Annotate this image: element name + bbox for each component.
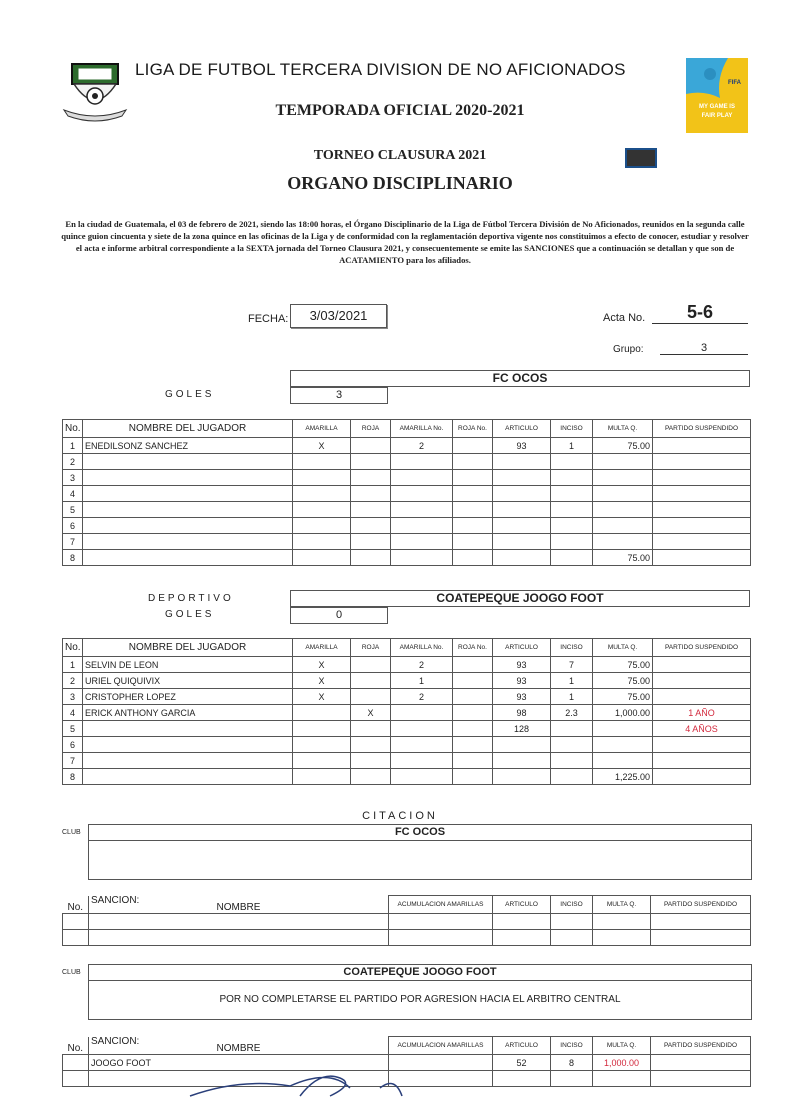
cell-roja [351,502,391,518]
sancion-col-nombre: NOMBRE [89,1037,389,1055]
cell-articulo: 93 [493,438,551,454]
cell-partido [653,753,751,769]
cell-partido: 1 AÑO [653,705,751,721]
sancion-col-acumulacion: ACUMULACION AMARILLAS [389,896,493,914]
cell-amarilla [293,534,351,550]
team2-goles-label: GOLES [165,609,215,620]
cell-roja [351,550,391,566]
col-multa: MULTA Q. [593,639,653,657]
organ-title: ORGANO DISCIPLINARIO [287,173,513,193]
table-row [63,769,751,785]
table-row [63,454,751,470]
cell-roja-no [453,438,493,454]
cell-inciso: 7 [551,657,593,673]
cell-articulo: 93 [493,673,551,689]
cell-roja-no [453,769,493,785]
cell-roja [351,721,391,737]
club1-sancion-header-row [63,896,751,914]
cell-amarilla-no [391,769,453,785]
table-row [63,914,751,930]
cell-partido: 4 AÑOS [653,721,751,737]
cell-inciso [551,502,593,518]
table-row [63,502,751,518]
table-row [63,689,751,705]
sancion-col-no: No. [63,896,89,914]
cell-multa: 1,000.00 [593,1055,651,1071]
sancion-col-multa: MULTA Q. [593,1037,651,1055]
cell-articulo [493,486,551,502]
table-row [63,657,751,673]
col-no: No. [63,420,83,438]
cell-multa: 75.00 [593,438,653,454]
col-nombre: NOMBRE DEL JUGADOR [83,639,293,657]
cell-roja-no [453,689,493,705]
cell-no: 7 [63,534,83,550]
cell-partido [653,534,751,550]
cell-amarilla [293,470,351,486]
cell-roja-no [453,534,493,550]
cell-roja-no [453,550,493,566]
grupo-value: 3 [660,342,748,355]
cell-articulo: 93 [493,689,551,705]
cell-inciso [551,1071,593,1087]
cell-multa [593,914,651,930]
col-amarilla: AMARILLA [293,639,351,657]
cell-no [63,1071,89,1087]
cell-no: 7 [63,753,83,769]
sancion-col-partido: PARTIDO SUSPENDIDO [651,896,751,914]
cell-partido [651,930,751,946]
cell-amarilla-no: 2 [391,657,453,673]
cell-amarilla-no [391,470,453,486]
cell-articulo [493,914,551,930]
cell-amarilla [293,769,351,785]
cell-roja [351,454,391,470]
cell-multa: 1,225.00 [593,769,653,785]
cell-partido [653,550,751,566]
cell-no: 5 [63,502,83,518]
cell-amarilla [293,705,351,721]
fair-play-logo [686,58,748,133]
cell-multa [593,1071,651,1087]
cell-no: 5 [63,721,83,737]
cell-roja-no [453,486,493,502]
club1-label: CLUB [62,829,81,836]
cell-amarilla-no [391,454,453,470]
cell-roja [351,486,391,502]
cell-inciso: 1 [551,689,593,705]
cell-nombre [83,550,293,566]
cell-inciso [551,753,593,769]
cell-articulo: 93 [493,657,551,673]
cell-roja [351,753,391,769]
fecha-value: 3/03/2021 [290,304,387,328]
club2-sancion-header-row [63,1037,751,1055]
cell-multa [593,930,651,946]
team1-name: FC OCOS [290,370,750,387]
sancion-col-articulo: ARTICULO [493,896,551,914]
cell-nombre [83,502,293,518]
cell-nombre [83,721,293,737]
cell-articulo [493,1071,551,1087]
team1-header-row [63,420,751,438]
col-inciso: INCISO [551,639,593,657]
cell-roja-no [453,657,493,673]
cell-amarilla-no [391,705,453,721]
cell-partido [653,737,751,753]
fair-play-line1: MY GAME IS [699,104,735,110]
cell-no [63,914,89,930]
cell-articulo: 52 [493,1055,551,1071]
cell-inciso [551,721,593,737]
grupo-label: Grupo: [613,344,644,355]
fair-play-line2: FAIR PLAY [701,113,733,119]
table-row [63,518,751,534]
cell-articulo [493,534,551,550]
col-partido: PARTIDO SUSPENDIDO [653,639,751,657]
col-nombre: NOMBRE DEL JUGADOR [83,420,293,438]
table-row [63,721,751,737]
cell-partido [653,689,751,705]
cell-no: 3 [63,470,83,486]
cell-nombre: ERICK ANTHONY GARCIA [83,705,293,721]
cell-no: 6 [63,518,83,534]
cell-multa: 75.00 [593,673,653,689]
cell-amarilla-no: 2 [391,438,453,454]
cell-inciso: 1 [551,673,593,689]
cell-partido [653,518,751,534]
cell-amarilla [293,502,351,518]
col-inciso: INCISO [551,420,593,438]
cell-roja [351,438,391,454]
cell-inciso [551,486,593,502]
cell-no: 3 [63,689,83,705]
citacion-title: CITACION [362,810,438,822]
table-row [63,753,751,769]
cell-inciso [551,470,593,486]
table-row [63,705,751,721]
cell-roja-no [453,705,493,721]
cell-articulo [493,454,551,470]
cell-multa: 75.00 [593,550,653,566]
cell-acumulacion [389,914,493,930]
cell-partido [651,1055,751,1071]
club1-sancion-table [62,895,751,946]
cell-articulo [493,753,551,769]
club2-label: CLUB [62,969,81,976]
cell-acumulacion [389,930,493,946]
cell-inciso [551,550,593,566]
cell-partido [653,502,751,518]
cell-partido [653,486,751,502]
club1-note [88,840,752,880]
cell-multa: 1,000.00 [593,705,653,721]
cell-no: 6 [63,737,83,753]
club1-sancion-label: SANCION: [91,895,140,906]
cell-nombre [83,753,293,769]
cell-amarilla-no [391,518,453,534]
league-title: LIGA DE FUTBOL TERCERA DIVISION DE NO AFICIONADOS [135,60,626,79]
cell-multa [593,470,653,486]
col-amarilla-no: AMARILLA No. [391,420,453,438]
cell-nombre [83,454,293,470]
table-row [63,673,751,689]
sancion-col-inciso: INCISO [551,896,593,914]
table-row [63,486,751,502]
col-no: No. [63,639,83,657]
cell-articulo [493,550,551,566]
cell-partido [653,673,751,689]
cell-multa [593,534,653,550]
cell-no: 8 [63,769,83,785]
cell-no: 4 [63,705,83,721]
cell-articulo [493,470,551,486]
cell-nombre [83,470,293,486]
cell-inciso: 1 [551,438,593,454]
cell-multa [593,486,653,502]
cell-roja [351,518,391,534]
cell-roja [351,769,391,785]
cell-roja-no [453,502,493,518]
cell-amarilla-no [391,502,453,518]
intro-paragraph: En la ciudad de Guatemala, el 03 de febrero de 2021, siendo las 18:00 horas, el Órgano Disciplinario de la Liga de Fútbol Tercera División de No Aficionados, reunidos en la segunda calle quince guion cincuenta y siete de la zona quince en las oficinas de la Liga y de conformidad con la reglamentación deportiva vigente nos constituimos a efecto de conocer, estudiar y resolver el acta e informe arbitral correspondiente a la SEXTA jornada del Torneo Clausura 2021, y consecuentemente se emite las SANCIONES que a continuación se detallan y que son de ACATAMIENTO para los afiliados. [61,219,749,265]
cell-multa [593,753,653,769]
team2-goles-value: 0 [290,607,388,624]
cell-amarilla-no [391,486,453,502]
cell-articulo [493,502,551,518]
cell-roja-no [453,737,493,753]
cell-amarilla-no: 1 [391,673,453,689]
cell-amarilla-no: 2 [391,689,453,705]
cell-amarilla-no [391,550,453,566]
cell-multa [593,454,653,470]
sancion-col-inciso: INCISO [551,1037,593,1055]
cell-partido [653,454,751,470]
cell-amarilla [293,753,351,769]
sancion-col-multa: MULTA Q. [593,896,651,914]
team2-table [62,638,751,785]
cell-no: 1 [63,438,83,454]
cell-amarilla: X [293,657,351,673]
cell-partido [651,914,751,930]
team1-goles-value: 3 [290,387,388,404]
cell-nombre [89,914,389,930]
cell-inciso [551,914,593,930]
cell-inciso: 2.3 [551,705,593,721]
cell-nombre: ENEDILSONZ SANCHEZ [83,438,293,454]
cell-articulo [493,769,551,785]
cell-articulo [493,737,551,753]
cell-amarilla-no [391,737,453,753]
table-row [63,534,751,550]
cell-nombre: JOOGO FOOT [89,1055,389,1071]
cell-roja [351,689,391,705]
cell-no: 2 [63,454,83,470]
col-amarilla-no: AMARILLA No. [391,639,453,657]
club2-note: POR NO COMPLETARSE EL PARTIDO POR AGRESION HACIA EL ARBITRO CENTRAL [88,980,752,1020]
cell-amarilla [293,737,351,753]
fecha-label: FECHA: [248,313,289,325]
cell-articulo: 128 [493,721,551,737]
club2-sancion-label: SANCION: [91,1036,140,1047]
sancion-col-no: No. [63,1037,89,1055]
cell-amarilla: X [293,673,351,689]
col-amarilla: AMARILLA [293,420,351,438]
cell-partido [651,1071,751,1087]
cell-partido [653,438,751,454]
sancion-col-acumulacion: ACUMULACION AMARILLAS [389,1037,493,1055]
team2-header-row [63,639,751,657]
cell-inciso [551,737,593,753]
cell-roja [351,470,391,486]
sancion-col-partido: PARTIDO SUSPENDIDO [651,1037,751,1055]
col-roja-no: ROJA No. [453,420,493,438]
cell-nombre: SELVIN DE LEON [83,657,293,673]
cell-multa [593,737,653,753]
cell-partido [653,657,751,673]
cell-nombre [83,518,293,534]
cell-roja-no [453,454,493,470]
cell-no: 2 [63,673,83,689]
cell-multa: 75.00 [593,689,653,705]
cell-roja-no [453,721,493,737]
cell-amarilla-no [391,534,453,550]
cell-inciso [551,518,593,534]
cell-nombre [83,737,293,753]
cell-multa [593,721,653,737]
cell-no [63,930,89,946]
cell-amarilla: X [293,689,351,705]
col-articulo: ARTICULO [493,420,551,438]
club2-name: COATEPEQUE JOOGO FOOT [88,964,752,981]
signature-scribble [180,1058,420,1098]
cell-roja [351,534,391,550]
cell-amarilla [293,721,351,737]
acta-value: 5-6 [652,302,748,324]
col-articulo: ARTICULO [493,639,551,657]
cell-nombre [83,486,293,502]
cell-roja-no [453,753,493,769]
cell-inciso [551,769,593,785]
cell-articulo [493,518,551,534]
cell-inciso: 8 [551,1055,593,1071]
cell-multa [593,502,653,518]
table-row [63,438,751,454]
cell-inciso [551,534,593,550]
cell-amarilla [293,518,351,534]
fifa-logo-text: FIFA [728,80,741,86]
cell-amarilla [293,550,351,566]
col-multa: MULTA Q. [593,420,653,438]
col-roja: ROJA [351,420,391,438]
table-row [63,470,751,486]
col-roja: ROJA [351,639,391,657]
redacted-stamp [625,148,657,168]
team2-name: COATEPEQUE JOOGO FOOT [290,590,750,607]
col-roja-no: ROJA No. [453,639,493,657]
cell-amarilla-no [391,753,453,769]
cell-roja [351,737,391,753]
cell-articulo [493,930,551,946]
cell-roja: X [351,705,391,721]
cell-multa: 75.00 [593,657,653,673]
cell-nombre: URIEL QUIQUIVIX [83,673,293,689]
season-title: TEMPORADA OFICIAL 2020-2021 [275,102,525,119]
cell-amarilla [293,486,351,502]
deportivo-label: DEPORTIVO [148,593,234,604]
cell-nombre: CRISTOPHER LOPEZ [83,689,293,705]
table-row [63,930,751,946]
cell-articulo: 98 [493,705,551,721]
sancion-col-nombre: NOMBRE [89,896,389,914]
tournament-title: TORNEO CLAUSURA 2021 [313,148,487,163]
table-row [63,737,751,753]
cell-amarilla: X [293,438,351,454]
cell-roja [351,657,391,673]
acta-label: Acta No. [603,312,646,324]
cell-inciso [551,930,593,946]
team1-table [62,419,751,566]
cell-multa [593,518,653,534]
sancion-col-articulo: ARTICULO [493,1037,551,1055]
cell-no: 4 [63,486,83,502]
cell-nombre [89,930,389,946]
cell-partido [653,470,751,486]
cell-no [63,1055,89,1071]
cell-inciso [551,454,593,470]
cell-roja-no [453,470,493,486]
cell-no: 1 [63,657,83,673]
cell-amarilla-no [391,721,453,737]
cell-roja [351,673,391,689]
cell-nombre [83,769,293,785]
table-row [63,550,751,566]
cell-roja-no [453,673,493,689]
cell-no: 8 [63,550,83,566]
cell-nombre [83,534,293,550]
club1-name: FC OCOS [88,824,752,841]
cell-roja-no [453,518,493,534]
cell-partido [653,769,751,785]
cell-amarilla [293,454,351,470]
team1-goles-label: GOLES [165,389,215,400]
col-partido: PARTIDO SUSPENDIDO [653,420,751,438]
